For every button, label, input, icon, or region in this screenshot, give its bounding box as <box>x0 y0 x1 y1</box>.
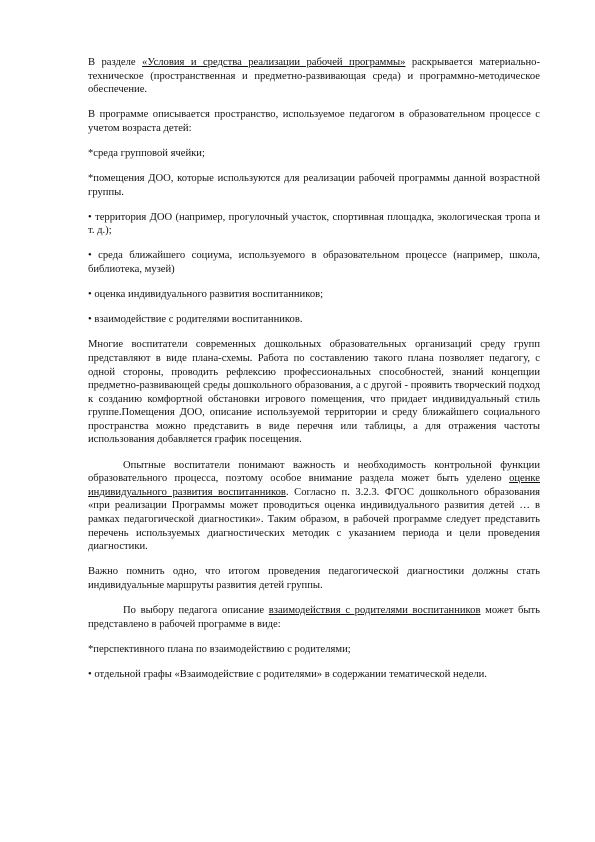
text-run: *перспективного плана по взаимодействию с родителями; <box>88 643 351 655</box>
text-run: . Согласно п. 3.2.3. ФГОС дошкольного образования «при реализации Программы может проводиться оценка индивидуального развития детей … в рамках педагогической диагностики». Таким образом, в рабочей программе следует представить перечень используемых диагностических методик с указанием периода и цели проведения диагностики. <box>88 486 540 553</box>
paragraph-p7 <box>88 288 540 302</box>
text-run: *среда групповой ячейки; <box>88 147 205 159</box>
paragraph-p13 <box>88 643 540 657</box>
paragraph-p5 <box>88 211 540 238</box>
underlined-text: «Условия и средства реализации рабочей программы» <box>142 57 406 68</box>
text-run: • отдельной графы «Взаимодействие с родителями» в содержании тематической недели. <box>88 668 487 680</box>
text-run: В программе описывается пространство, используемое педагогом в образовательном процессе с учетом возраста детей: <box>88 109 540 134</box>
underlined-text: взаимодействия с родителями воспитанников <box>268 604 481 616</box>
paragraph-p2 <box>88 108 540 135</box>
text-run: • территория ДОО (например, прогулочный участок, спортивная площадка, экологическая тропа и т. д.); <box>88 211 540 237</box>
paragraph-p8 <box>88 313 540 327</box>
paragraph-p11 <box>88 565 540 592</box>
paragraph-p9 <box>88 338 540 447</box>
paragraph-p14 <box>88 668 540 682</box>
text-run: • взаимодействие с родителями воспитанников. <box>88 314 303 326</box>
paragraph-p10 <box>88 459 540 554</box>
paragraph-p4 <box>88 172 540 199</box>
underlined-text: оценке индивидуального развития воспитанников <box>88 473 540 498</box>
text-run: Важно помнить одно, что итогом проведения педагогической диагностики должны стать индивидуальные маршруты развития детей группы. <box>88 566 540 591</box>
text-run: • среда ближайшего социума, используемого в образовательном процессе (например, школа, библиотека, музей) <box>88 250 540 276</box>
text-run: раскрывается материально-техническое (пространственная и предметно-развивающая среда) и программно-методическое обеспечение. <box>88 57 540 96</box>
text-run: Опытные воспитатели понимают важность и необходимость контрольной функции образовательного процесса, поэтому особое внимание раздела может быть уделено <box>88 459 540 485</box>
text-run: *помещения ДОО, которые используются для реализации рабочей программы данной возрастной группы. <box>88 173 540 198</box>
paragraph-p3 <box>88 147 540 161</box>
text-run: В разделе <box>88 57 143 68</box>
paragraph-p6 <box>88 249 540 276</box>
text-run: • оценка индивидуального развития воспитанников; <box>88 289 324 301</box>
paragraph-p1 <box>88 56 540 97</box>
paragraph-p12 <box>88 604 540 631</box>
text-run: может быть представлено в рабочей программе в виде: <box>88 604 540 630</box>
text-run: Многие воспитатели современных дошкольных образовательных организаций среду групп представляют в виде плана-схемы. Работа по составлению такого плана позволяет педагогу, с одной стороны, проводить рефлексию профессиональных способностей, знаний концепции предметно-развивающей среды дошкольного образования, а с другой - проявить творческий подход к созданию комфортной обстановки игрового помещения, что придает индивидуальный стиль группе.Помещения ДОО, описание используемой территории и среду ближайшего социального пространства можно представить в виде перечня или таблицы, а для отражения частоты использования добавляется график посещения. <box>88 339 540 446</box>
text-run: По выбору педагога описание <box>123 604 269 616</box>
